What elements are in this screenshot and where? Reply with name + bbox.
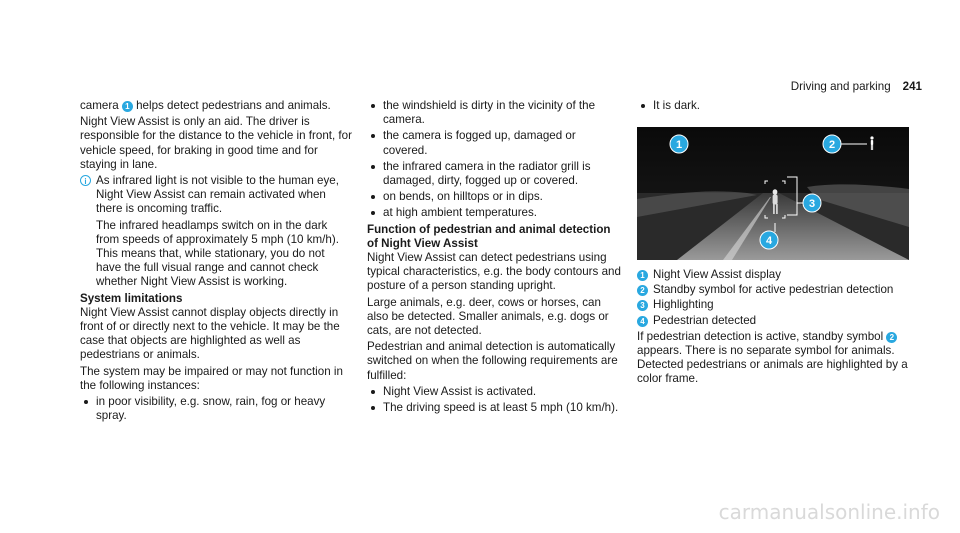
heading-system-limitations: System limitations — [80, 291, 183, 305]
list-item: It is dark. — [637, 99, 909, 113]
page-number: 241 — [902, 80, 922, 93]
list-item: Night View Assist is activated. — [367, 385, 621, 399]
paragraph-camera: camera 1 helps detect pedestrians and animals. — [80, 99, 331, 112]
svg-text:4: 4 — [765, 235, 773, 247]
callout-2 — [823, 135, 841, 153]
bullet-list — [80, 395, 352, 423]
page-header — [791, 80, 922, 94]
section-title: Driving and parking — [790, 80, 891, 93]
requirements-list — [367, 385, 621, 415]
callout-badge: 1 — [637, 270, 648, 281]
list-item: on bends, on hilltops or in dips. — [367, 190, 621, 204]
callout-badge: 4 — [637, 316, 648, 327]
column-right — [637, 99, 909, 115]
paragraph-aid: Night View Assist is only an aid. The driver is responsible for the distance to the vehicle in front, for vehicle speed, for braking in good time and for staying in lane. — [80, 115, 352, 171]
paragraph-requirements: Pedestrian and animal detection is automatically switched on when the following requirements are fulfilled: — [367, 340, 618, 382]
svg-text:3: 3 — [808, 198, 816, 210]
bullet-list — [367, 99, 621, 221]
callout-badge: 2 — [886, 332, 897, 343]
note-line-2: The infrared headlamps switch on in the dark from speeds of approximately 5 mph (10 km/h). This means that, while stationary, you do not have the full visual range and cannot check whether Night View Assist is working. — [96, 218, 339, 289]
column-left — [80, 99, 352, 425]
list-item: in poor visibility, e.g. snow, rain, fog or heavy spray. — [80, 395, 352, 423]
legend-item: 1 Night View Assist display — [637, 268, 909, 282]
paragraph-animals: Large animals, e.g. deer, cows or horses, can also be detected. Smaller animals, e.g. dogs or cats, are not detected. — [367, 295, 609, 338]
info-icon: i — [80, 175, 91, 186]
bullet-list — [637, 99, 909, 113]
paragraph-detect: Night View Assist can detect pedestrians using typical characteristics, e.g. the body contours and posture of a person standing upright. — [367, 251, 621, 293]
legend-item: 3 Highlighting — [637, 298, 909, 312]
legend-item: 4 Pedestrian detected — [637, 314, 909, 328]
note-line-1: As infrared light is not visible to the human eye, Night View Assist can remain activated when there is oncoming traffic. — [96, 174, 339, 216]
list-item: the camera is fogged up, damaged or covered. — [367, 129, 621, 157]
svg-text:1: 1 — [675, 139, 683, 151]
paragraph-limitations: Night View Assist cannot display objects directly in front of or directly next to the vehicle. It may be the case that objects are highlighted as well as pedestrians or animals. — [80, 305, 340, 362]
callout-1 — [670, 135, 688, 153]
heading-pedestrian-detection: Function of pedestrian and animal detection of Night View Assist — [367, 222, 611, 250]
list-item: the infrared camera in the radiator grill is damaged, dirty, fogged up or covered. — [367, 160, 621, 188]
callout-3 — [803, 194, 821, 212]
svg-text:2: 2 — [828, 139, 836, 151]
watermark: carmanualsonline.info — [718, 499, 940, 524]
night-view-illustration — [637, 127, 909, 260]
callout-badge: 3 — [637, 300, 648, 311]
callout-4 — [760, 231, 778, 249]
paragraph-impaired: The system may be impaired or may not function in the following instances: — [80, 364, 343, 392]
column-middle — [367, 99, 621, 417]
list-item: The driving speed is at least 5 mph (10 km/h). — [367, 401, 621, 415]
legend-item: 2 Standby symbol for active pedestrian detection — [637, 283, 909, 297]
paragraph-standby: If pedestrian detection is active, standby symbol 2 appears. There is no separate symbol for animals. Detected pedestrians or animals are highlighted by a color frame. — [637, 329, 908, 386]
legend-block — [637, 268, 909, 389]
list-item: the windshield is dirty in the vicinity of the camera. — [367, 99, 621, 127]
info-note — [80, 174, 352, 290]
callout-badge: 1 — [122, 101, 133, 112]
callout-badge: 2 — [637, 285, 648, 296]
list-item: at high ambient temperatures. — [367, 206, 621, 220]
night-view-image — [637, 127, 909, 260]
